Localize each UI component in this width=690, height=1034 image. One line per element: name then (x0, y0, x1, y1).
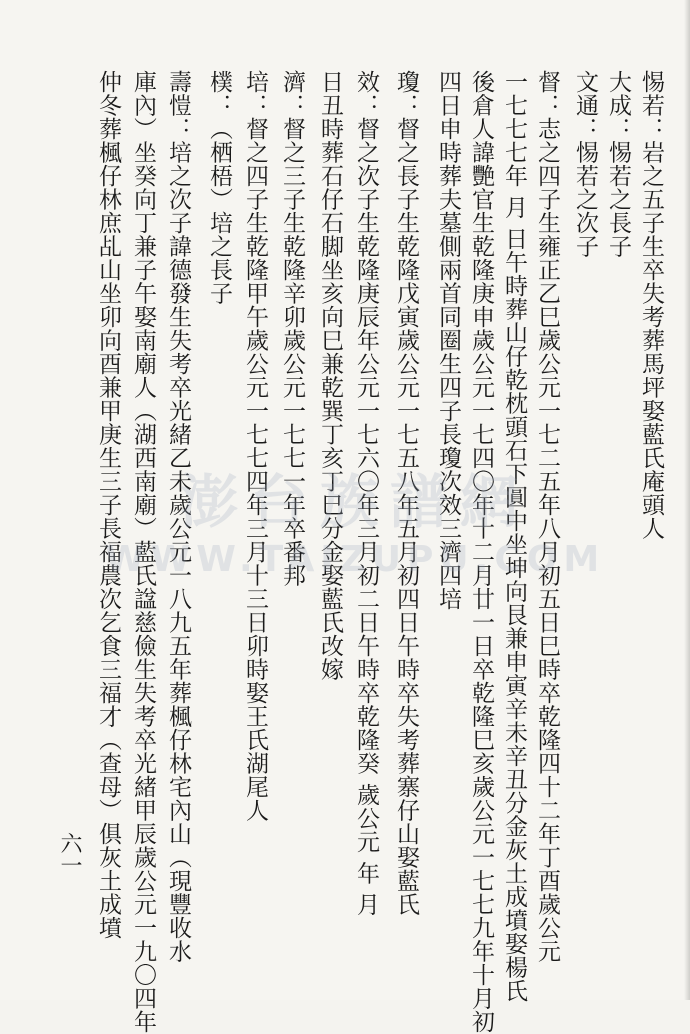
genealogy-column-5: 一七七七年 月 日午時葬山仔乾枕頭石下圓中坐坤向艮兼申寅辛未辛丑分金灰土成墳娶楊氏 (501, 70, 527, 1003)
genealogy-column-14: 壽愷：培之次子諱德發生失考卒光緒乙未歲公元一八九五年葬楓仔林宅內山（現豐收水 (165, 70, 191, 963)
scan-edge-shadow (684, 0, 690, 1000)
genealogy-column-2: 大成：惕若之長子 (605, 70, 631, 258)
page-number: 六一 (57, 832, 82, 876)
genealogy-column-10: 日丑時葬石仔石脚坐亥向巳兼乾巽丁亥丁巳分金娶藍氏改嫁 (317, 70, 343, 681)
genealogy-column-4: 督：志之四子生雍正乙巳歲公元一七二五年八月初五日巳時卒乾隆四十二年丁酉歲公元 (534, 70, 560, 963)
genealogy-column-15: 庫內）坐癸向丁兼子午娶南廟人（湖西南廟）藍氏諡慈儉生失考卒光緒甲辰歲公元一九〇四年 (130, 70, 156, 1034)
genealogy-column-7: 四日申時葬夫墓側兩首同圈生四子長瓊次效三濟四培 (435, 70, 461, 611)
genealogy-column-13: 樸：（栖梧）培之長子 (206, 70, 232, 305)
genealogy-column-3: 文通：惕若之次子 (572, 70, 598, 258)
watermark-chinese: 澎台族譜網 (179, 468, 530, 536)
genealogy-column-6: 後倉人諱艷官生乾隆庚申歲公元一七四〇年十二月廿一日卒乾隆巳亥歲公元一七七九年十月初 (468, 70, 494, 1034)
genealogy-column-9: 效：督之次子生乾隆庚辰年公元一七六〇年三月初二日午時卒乾隆癸 歲公元 年 月 (353, 70, 379, 916)
watermark-url: WWW.TAIZUPU.COM (104, 539, 606, 580)
genealogy-column-16: 仲冬葬楓仔林庶乩山坐卯向酉兼甲庚生三子長福農次乞食三福才（查母）俱灰土成墳 (95, 70, 121, 940)
genealogy-column-12: 培：督之四子生乾隆甲午歲公元一七七四年三月十三日卯時娶王氏湖尾人 (242, 70, 268, 822)
genealogy-column-8: 瓊：督之長子生乾隆戊寅歲公元一七五八年五月初四日午時卒失考葬寨仔山娶藍氏 (393, 70, 419, 916)
genealogy-column-1: 惕若：岩之五子生卒失考葬馬坪娶藍氏庵頭人 (638, 70, 664, 540)
genealogy-column-11: 濟：督之三子生乾隆辛卯歲公元一七七一年卒番邦 (279, 70, 305, 587)
